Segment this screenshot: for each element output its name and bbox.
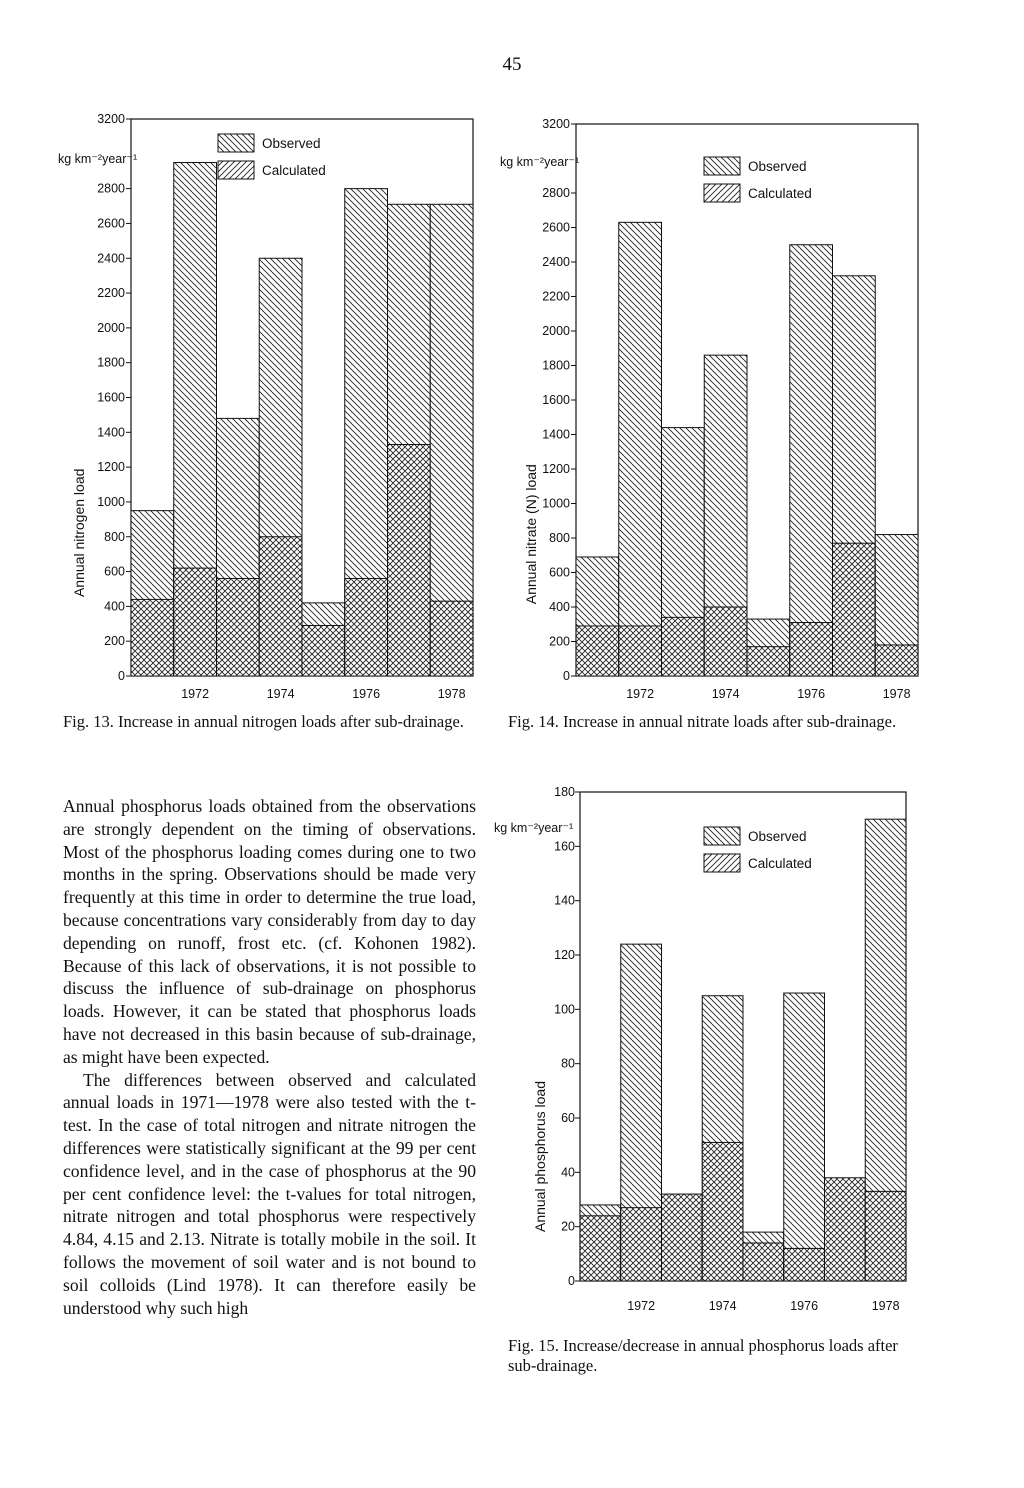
- legend-label-observed: Observed: [748, 829, 807, 844]
- y-tick-label: 0: [568, 1274, 575, 1288]
- y-tick-label: 1200: [97, 460, 125, 475]
- y-tick-label: 2400: [97, 251, 125, 266]
- y-tick-label: 1600: [542, 393, 570, 407]
- y-tick-label: 400: [104, 599, 125, 614]
- bar-calculated-1977: [825, 1178, 866, 1281]
- y-axis-label: Annual nitrate (N) load: [523, 464, 539, 605]
- y-tick-label: 2800: [97, 181, 125, 196]
- bar-calculated-1972: [621, 1208, 662, 1281]
- x-tick-label: 1976: [790, 1299, 819, 1313]
- x-tick-label: 1974: [708, 1299, 737, 1313]
- x-tick-label: 1976: [352, 687, 381, 701]
- y-tick-label: 2200: [97, 286, 125, 301]
- bar-calculated-1975: [743, 1243, 784, 1281]
- x-tick-label: 1972: [626, 687, 655, 701]
- y-tick-label: 1800: [542, 358, 570, 373]
- y-tick-label: 800: [104, 529, 125, 544]
- unit-label: kg km⁻²year⁻¹: [494, 821, 574, 835]
- x-tick-label: 1972: [181, 687, 210, 701]
- x-tick-label: 1978: [871, 1299, 900, 1313]
- paragraph-1: Annual phosphorus loads obtained from the observations are strongly dependent on the timing of observations. Most of the phosphorus loading comes during one to two months in the spring. Observations should be made very frequently at this time in order to determine the true load, because concentrations vary considerably from day to day depending on runoff, frost etc. (cf. Kohonen 1982). Because of this lack of observations, it is not possible to discuss the influence of sub-drainage on phosphorus loads. However, it can be stated that phosphorus loads have not decreased in this basin because of sub-drainage, as might have been expected.: [63, 796, 476, 1067]
- unit-label: kg km⁻²year⁻¹: [58, 152, 138, 166]
- bar-calculated-1978: [865, 1191, 906, 1281]
- x-tick-label: 1972: [627, 1299, 656, 1313]
- x-tick-label: 1978: [882, 687, 911, 701]
- y-tick-label: 80: [561, 1056, 575, 1071]
- bar-calculated-1971: [580, 1216, 621, 1281]
- page-number: 45: [502, 54, 522, 75]
- y-tick-label: 1000: [542, 496, 570, 511]
- y-tick-label: 180: [554, 785, 575, 799]
- y-tick-label: 1200: [542, 462, 570, 476]
- legend: [704, 827, 812, 872]
- y-tick-label: 600: [104, 564, 125, 579]
- y-tick-label: 2200: [542, 289, 570, 304]
- legend-label-observed: Observed: [262, 136, 321, 151]
- legend-swatch-observed: [704, 827, 740, 845]
- bar-calculated-1973: [662, 1194, 703, 1281]
- y-tick-label: 2000: [97, 320, 125, 335]
- legend-swatch-calculated: [704, 854, 740, 872]
- y-tick-label: 0: [118, 669, 125, 683]
- y-tick-label: 1600: [97, 390, 125, 405]
- y-tick-label: 2600: [542, 220, 570, 235]
- y-tick-label: 100: [554, 1002, 575, 1017]
- y-tick-label: 3200: [97, 112, 125, 126]
- legend-label-calculated: Calculated: [748, 856, 812, 871]
- y-tick-label: 40: [561, 1165, 575, 1180]
- figure-13-caption: Fig. 13. Increase in annual nitrogen loads after sub-drainage.: [63, 712, 464, 731]
- y-axis-label: Annual phosphorus load: [532, 1081, 548, 1233]
- y-tick-label: 200: [549, 634, 570, 649]
- x-tick-label: 1978: [437, 687, 466, 701]
- y-tick-label: 120: [554, 948, 575, 962]
- y-tick-label: 800: [549, 531, 570, 545]
- y-tick-label: 60: [561, 1111, 575, 1125]
- y-tick-label: 3200: [542, 117, 570, 131]
- legend-label-calculated: Calculated: [748, 186, 812, 201]
- bar-calculated-1974: [702, 1142, 743, 1281]
- y-tick-label: 1000: [97, 494, 125, 509]
- x-tick-label: 1974: [266, 687, 295, 701]
- y-tick-label: 1400: [542, 427, 570, 442]
- x-tick-label: 1976: [797, 687, 826, 701]
- bar-calculated-1976: [784, 1248, 825, 1281]
- y-tick-label: 1400: [97, 425, 125, 440]
- y-tick-label: 2800: [542, 186, 570, 200]
- y-tick-label: 0: [563, 669, 570, 683]
- figure-15-caption: Fig. 15. Increase/decrease in annual phosphorus loads after sub-drainage.: [508, 1336, 898, 1375]
- bar-observed-1976: [784, 993, 825, 1281]
- y-tick-label: 400: [549, 600, 570, 614]
- y-tick-label: 160: [554, 839, 575, 854]
- legend-label-observed: Observed: [748, 159, 807, 174]
- legend-label-calculated: Calculated: [262, 163, 326, 178]
- y-tick-label: 600: [549, 565, 570, 580]
- x-tick-label: 1974: [711, 687, 740, 701]
- y-tick-label: 2000: [542, 324, 570, 338]
- figure-14-caption: Fig. 14. Increase in annual nitrate loads after sub-drainage.: [508, 712, 897, 731]
- y-tick-label: 200: [104, 634, 125, 649]
- unit-label: kg km⁻²year⁻¹: [500, 155, 580, 169]
- y-tick-label: 140: [554, 893, 575, 908]
- y-tick-label: 2400: [542, 255, 570, 269]
- y-tick-label: 2600: [97, 216, 125, 231]
- paragraph-2: The differences between observed and calculated annual loads in 1971—1978 were also tested with the t-test. In the case of total nitrogen and nitrate nitrogen the differences were statistically significant at the 99 per cent confidence level, and in the case of phosphorus at the 90 per cent confidence level: the t-values for total nitrogen, nitrate nitrogen and total phosphorus were respectively 4.84, 4.15 and 2.13. Nitrate is totally mobile in the soil. It follows the movement of soil water and is not bound to soil colloids (Lind 1978). It can therefore easily be understood why such high: [63, 1069, 476, 1318]
- y-tick-label: 20: [561, 1219, 575, 1234]
- y-tick-label: 1800: [97, 355, 125, 370]
- y-axis-label: Annual nitrogen load: [71, 468, 87, 598]
